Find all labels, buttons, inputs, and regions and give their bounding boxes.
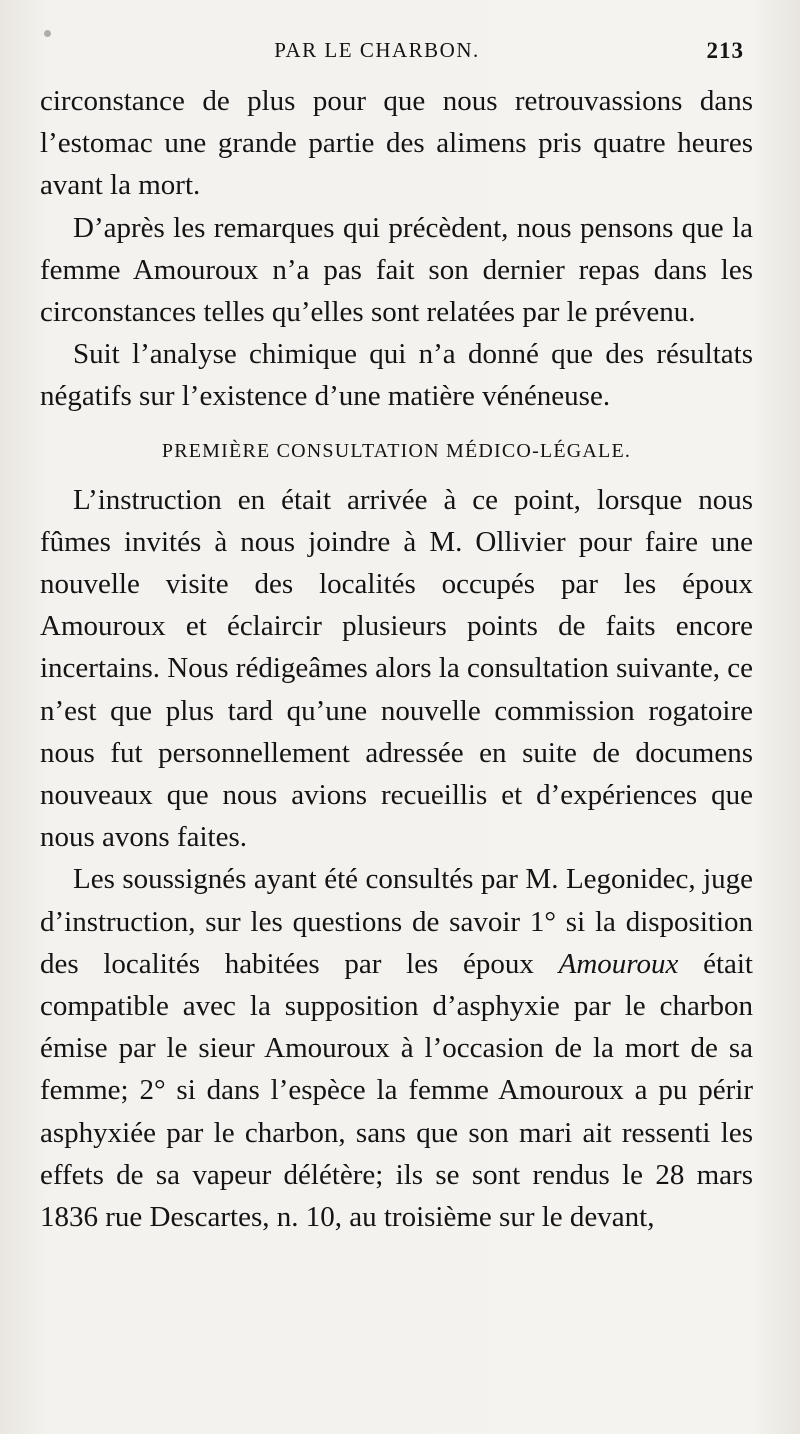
consultation-text-part1: Les soussignés ayant été consultés par M. Legonidec, juge d’instruction, sur les questions de savoir 1° si la disposition des localités habitées par les époux: [40, 863, 753, 980]
paragraph-remarks: D’après les remarques qui précèdent, nous pensons que la femme Amouroux n’a pas fait son dernier repas dans les circonstances telles qu’elles sont relatées par le prévenu.: [40, 211, 753, 329]
page-header: [40, 38, 744, 72]
paragraph-instruction: L’instruction en était arrivée à ce point, lorsque nous fûmes invités à nous joindre à M. Ollivier pour faire une nouvelle visite des localités occupés par les époux Amouroux et éclaircir plusieurs points de faits encore incertains. Nous rédigeâmes alors la consultation suivante, ce n’est que plus tard qu’une nouvelle commission rogatoire nous fut personnellement adressée en suite de documens nouveaux que nous avions recueillis et d’expériences que nous avons faites.: [40, 483, 753, 854]
paragraph-continuation: circonstance de plus pour que nous retrouvassions dans l’estomac une grande partie des alimens pris quatre heures avant la mort.: [40, 85, 753, 202]
page-number: 213: [706, 38, 744, 63]
paragraph-chemical-analysis: Suit l’analyse chimique qui n’a donné que des résultats négatifs sur l’existence d’une matière vénéneuse.: [40, 338, 753, 413]
consultation-text-part2: était compatible avec la supposition d’asphyxie par le charbon émise par le sieur Amouroux à l’occasion de la mort de sa femme; 2° si dans l’espèce la femme Amouroux a pu périr asphyxiée par le charbon, sans que son mari ait ressenti les effets de sa vapeur délétère; ils se sont rendus le 28 mars 1836 rue Descartes, n. 10, au troisième sur le devant,: [40, 947, 753, 1234]
running-head: PAR LE CHARBON.: [274, 38, 480, 62]
italic-name: Amouroux: [558, 947, 679, 980]
ink-spot: [44, 30, 51, 37]
section-title: PREMIÈRE CONSULTATION MÉDICO-LÉGALE.: [161, 439, 632, 462]
paragraph-consultation: [40, 858, 753, 1238]
body-text: [40, 80, 753, 1238]
